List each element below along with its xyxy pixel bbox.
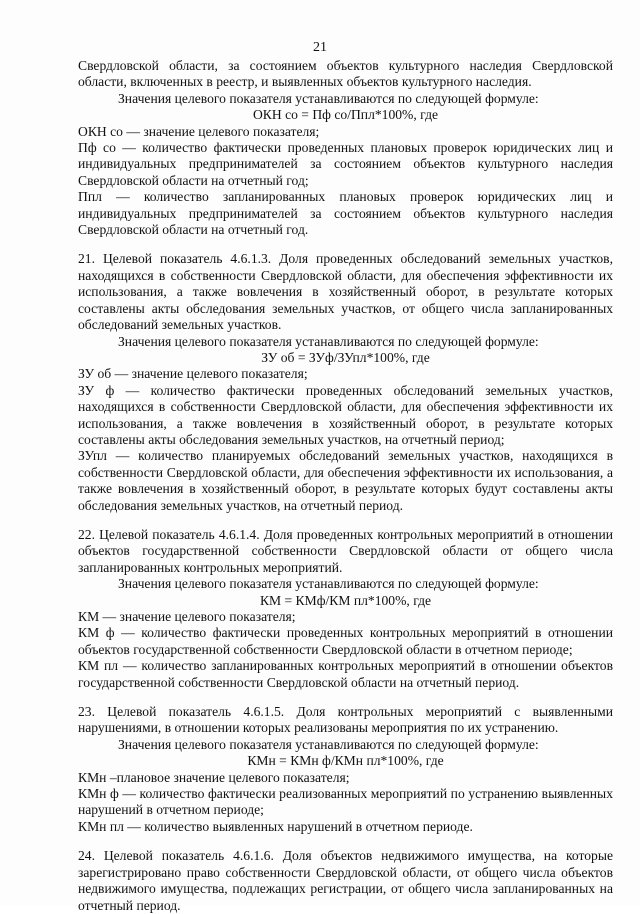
document-body — [78, 58, 613, 914]
paragraph: Свердловской области, за состоянием объектов культурного наследия Свердловской области, включенных в реестр, и выявленных объектов культурного наследия. — [78, 58, 613, 90]
section-gap — [78, 691, 613, 704]
paragraph: 23. Целевой показатель 4.6.1.5. Доля контрольных мероприятий с выявленными нарушениями, в отношении которых реализованы мероприятия по их устранению. — [78, 704, 613, 736]
paragraph: Ппл — количество запланированных плановых проверок юридических лиц и индивидуальных предпринимателей за состоянием объектов культурного наследия Свердловской области на отчетный год. — [78, 189, 613, 238]
paragraph: ОКН со — значение целевого показателя; — [78, 123, 320, 139]
paragraph: КМн –плановое значение целевого показателя; — [78, 769, 350, 785]
formula-intro: Значения целевого показателя устанавливаются по следующей формуле: — [118, 576, 539, 592]
paragraph: Пф со — количество фактически проведенных плановых проверок юридических лиц и индивидуальных предпринимателей за состоянием объектов культурного наследия Свердловской области на отчетный год; — [78, 140, 613, 188]
section-gap — [78, 238, 613, 251]
paragraph: КМ — значение целевого показателя; — [78, 609, 296, 624]
formula-line: КМ = КМф/КМ пл*100%, где — [259, 592, 432, 608]
paragraph: КМн ф — количество фактически реализованных мероприятий по устранению выявленных нарушений в отчетном периоде; — [78, 786, 613, 818]
paragraph: ЗУ ф — количество фактически проведенных обследований земельных участков, находящихся в собственности Свердловской области, для обеспечения эффективности их использования, а также вовлечения в хозяйственный оборот, в результате которых составлены акты обследования земельных участков, на отчетный период; — [78, 382, 613, 447]
formula-intro: Значения целевого показателя устанавливаются по следующей формуле: — [118, 736, 539, 752]
paragraph: ЗУпл — количество планируемых обследований земельных участков, находящихся в собственности Свердловской области, для обеспечения эффективности их использования, а также вовлечения в хозяйственный оборот, в результате которых будут составлены акты обследования земельных участков, на отчетный период. — [78, 448, 613, 513]
section-gap — [78, 514, 613, 527]
section-gap — [78, 835, 613, 848]
formula-line: ЗУ об = ЗУф/ЗУпл*100%, где — [261, 349, 430, 365]
formula-intro: Значения целевого показателя устанавливаются по следующей формуле: — [118, 333, 539, 349]
paragraph: КМн пл — количество выявленных нарушений в отчетном периоде. — [78, 818, 473, 834]
paragraph: 22. Целевой показатель 4.6.1.4. Доля проведенных контрольных мероприятий в отношении объектов государственной собственности Свердловской области от общего числа запланированных контрольных мероприятий. — [78, 526, 613, 575]
formula-line: КМн = КМн ф/КМн пл*100%, где — [247, 753, 444, 769]
formula-line: ОКН со = Пф со/Ппл*100%, где — [252, 107, 439, 123]
paragraph: КМ пл — количество запланированных контрольных мероприятий в отношении объектов государственной собственности Свердловской области на отчетный период. — [78, 658, 613, 690]
paragraph: 24. Целевой показатель 4.6.1.6. Доля объектов недвижимого имущества, на которые зарегистрировано право собственности Свердловской области, от общего числа объектов недвижимого имущества, подлежащих регистрации, от общего числа запланированных на отчетный период. — [78, 848, 613, 913]
paragraph: КМ ф — количество фактически проведенных контрольных мероприятий в отношении объектов государственной собственности Свердловской области в отчетном периоде; — [78, 625, 613, 657]
paragraph: 21. Целевой показатель 4.6.1.3. Доля проведенных обследований земельных участков, находящихся в собственности Свердловской области, для обеспечения эффективности их использования, а также вовлечения в хозяйственный оборот, в результате которых составлены акты обследования земельных участков, от общего числа запланированных обследований земельных участков. — [78, 251, 613, 333]
page-number: 21 — [313, 40, 327, 55]
paragraph: ЗУ об — значение целевого показателя; — [78, 366, 308, 382]
formula-intro: Значения целевого показателя устанавливаются по следующей формуле: — [118, 90, 539, 106]
